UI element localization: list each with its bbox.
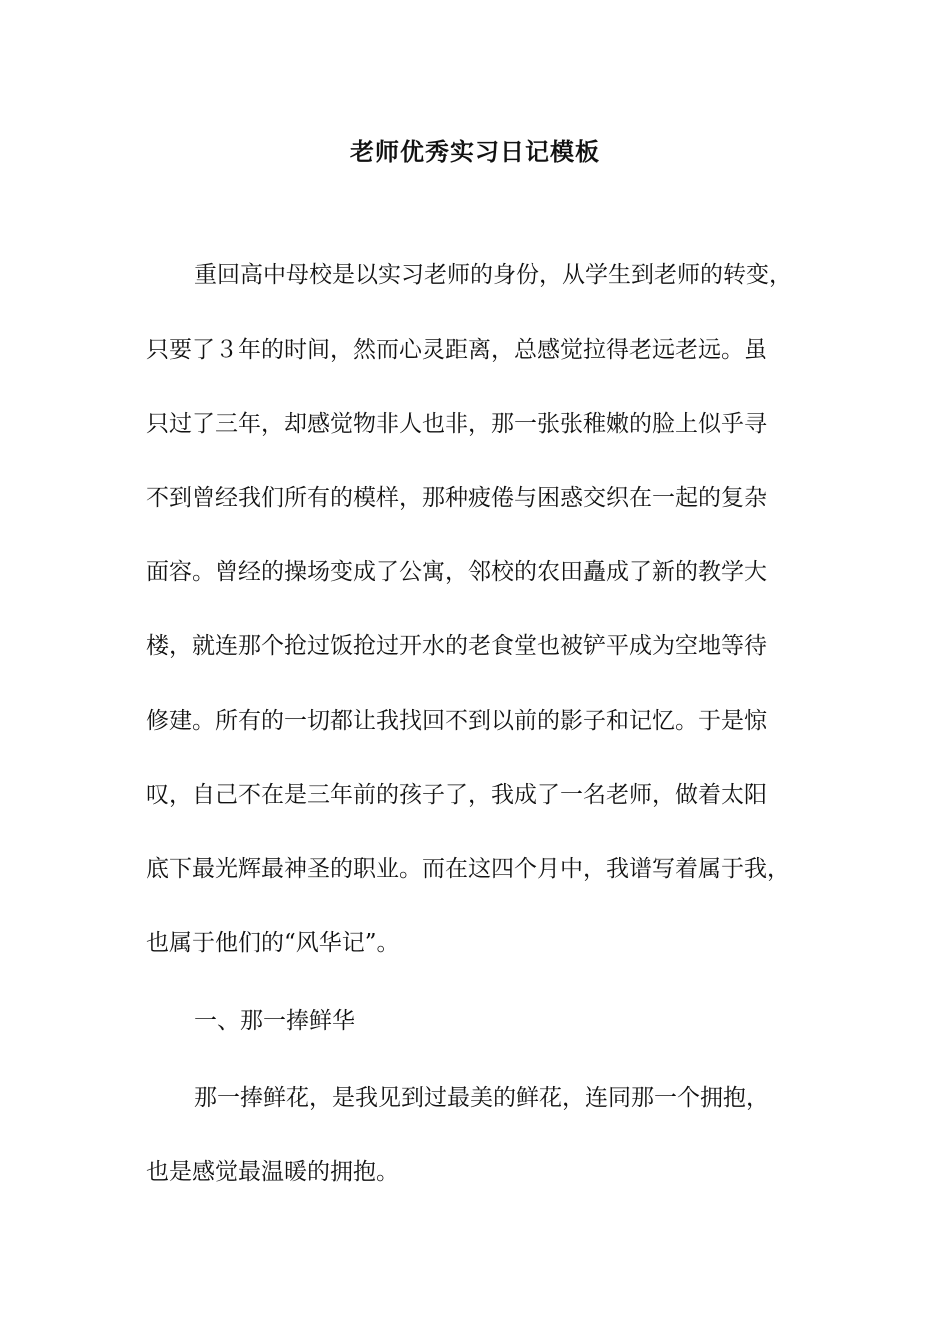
paragraph-line: 修建。所有的一切都让我找回不到以前的影子和记忆。于是惊 [146, 708, 767, 734]
paragraph-line: 只要了３年的时间，然而心灵距离，总感觉拉得老远老远。虽 [146, 337, 767, 363]
paragraph-line: 底下最光辉最神圣的职业。而在这四个月中，我谱写着属于我， [146, 856, 790, 882]
paragraph-line: 也是感觉最温暖的拥抱。 [146, 1159, 399, 1185]
paragraph-line: 面容。曾经的操场变成了公寓，邻校的农田矗成了新的教学大 [146, 559, 767, 585]
paragraph-line: 那一捧鲜花，是我见到过最美的鲜花，连同那一个拥抱， [194, 1085, 769, 1111]
document-title: 老师优秀实习日记模板 [350, 137, 600, 166]
paragraph-line: 也属于他们的“风华记”。 [146, 930, 400, 956]
paragraph-line: 楼，就连那个抢过饭抢过开水的老食堂也被铲平成为空地等待 [146, 633, 767, 659]
paragraph-line: 重回高中母校是以实习老师的身份，从学生到老师的转变， [194, 262, 792, 288]
section-heading: 一、那一捧鲜华 [194, 1008, 355, 1034]
paragraph-line: 不到曾经我们所有的模样，那种疲倦与困惑交织在一起的复杂 [146, 485, 767, 511]
paragraph-line: 只过了三年，却感觉物非人也非，那一张张稚嫩的脸上似乎寻 [146, 411, 767, 437]
paragraph-line: 叹，自己不在是三年前的孩子了，我成了一名老师，做着太阳 [146, 782, 767, 808]
